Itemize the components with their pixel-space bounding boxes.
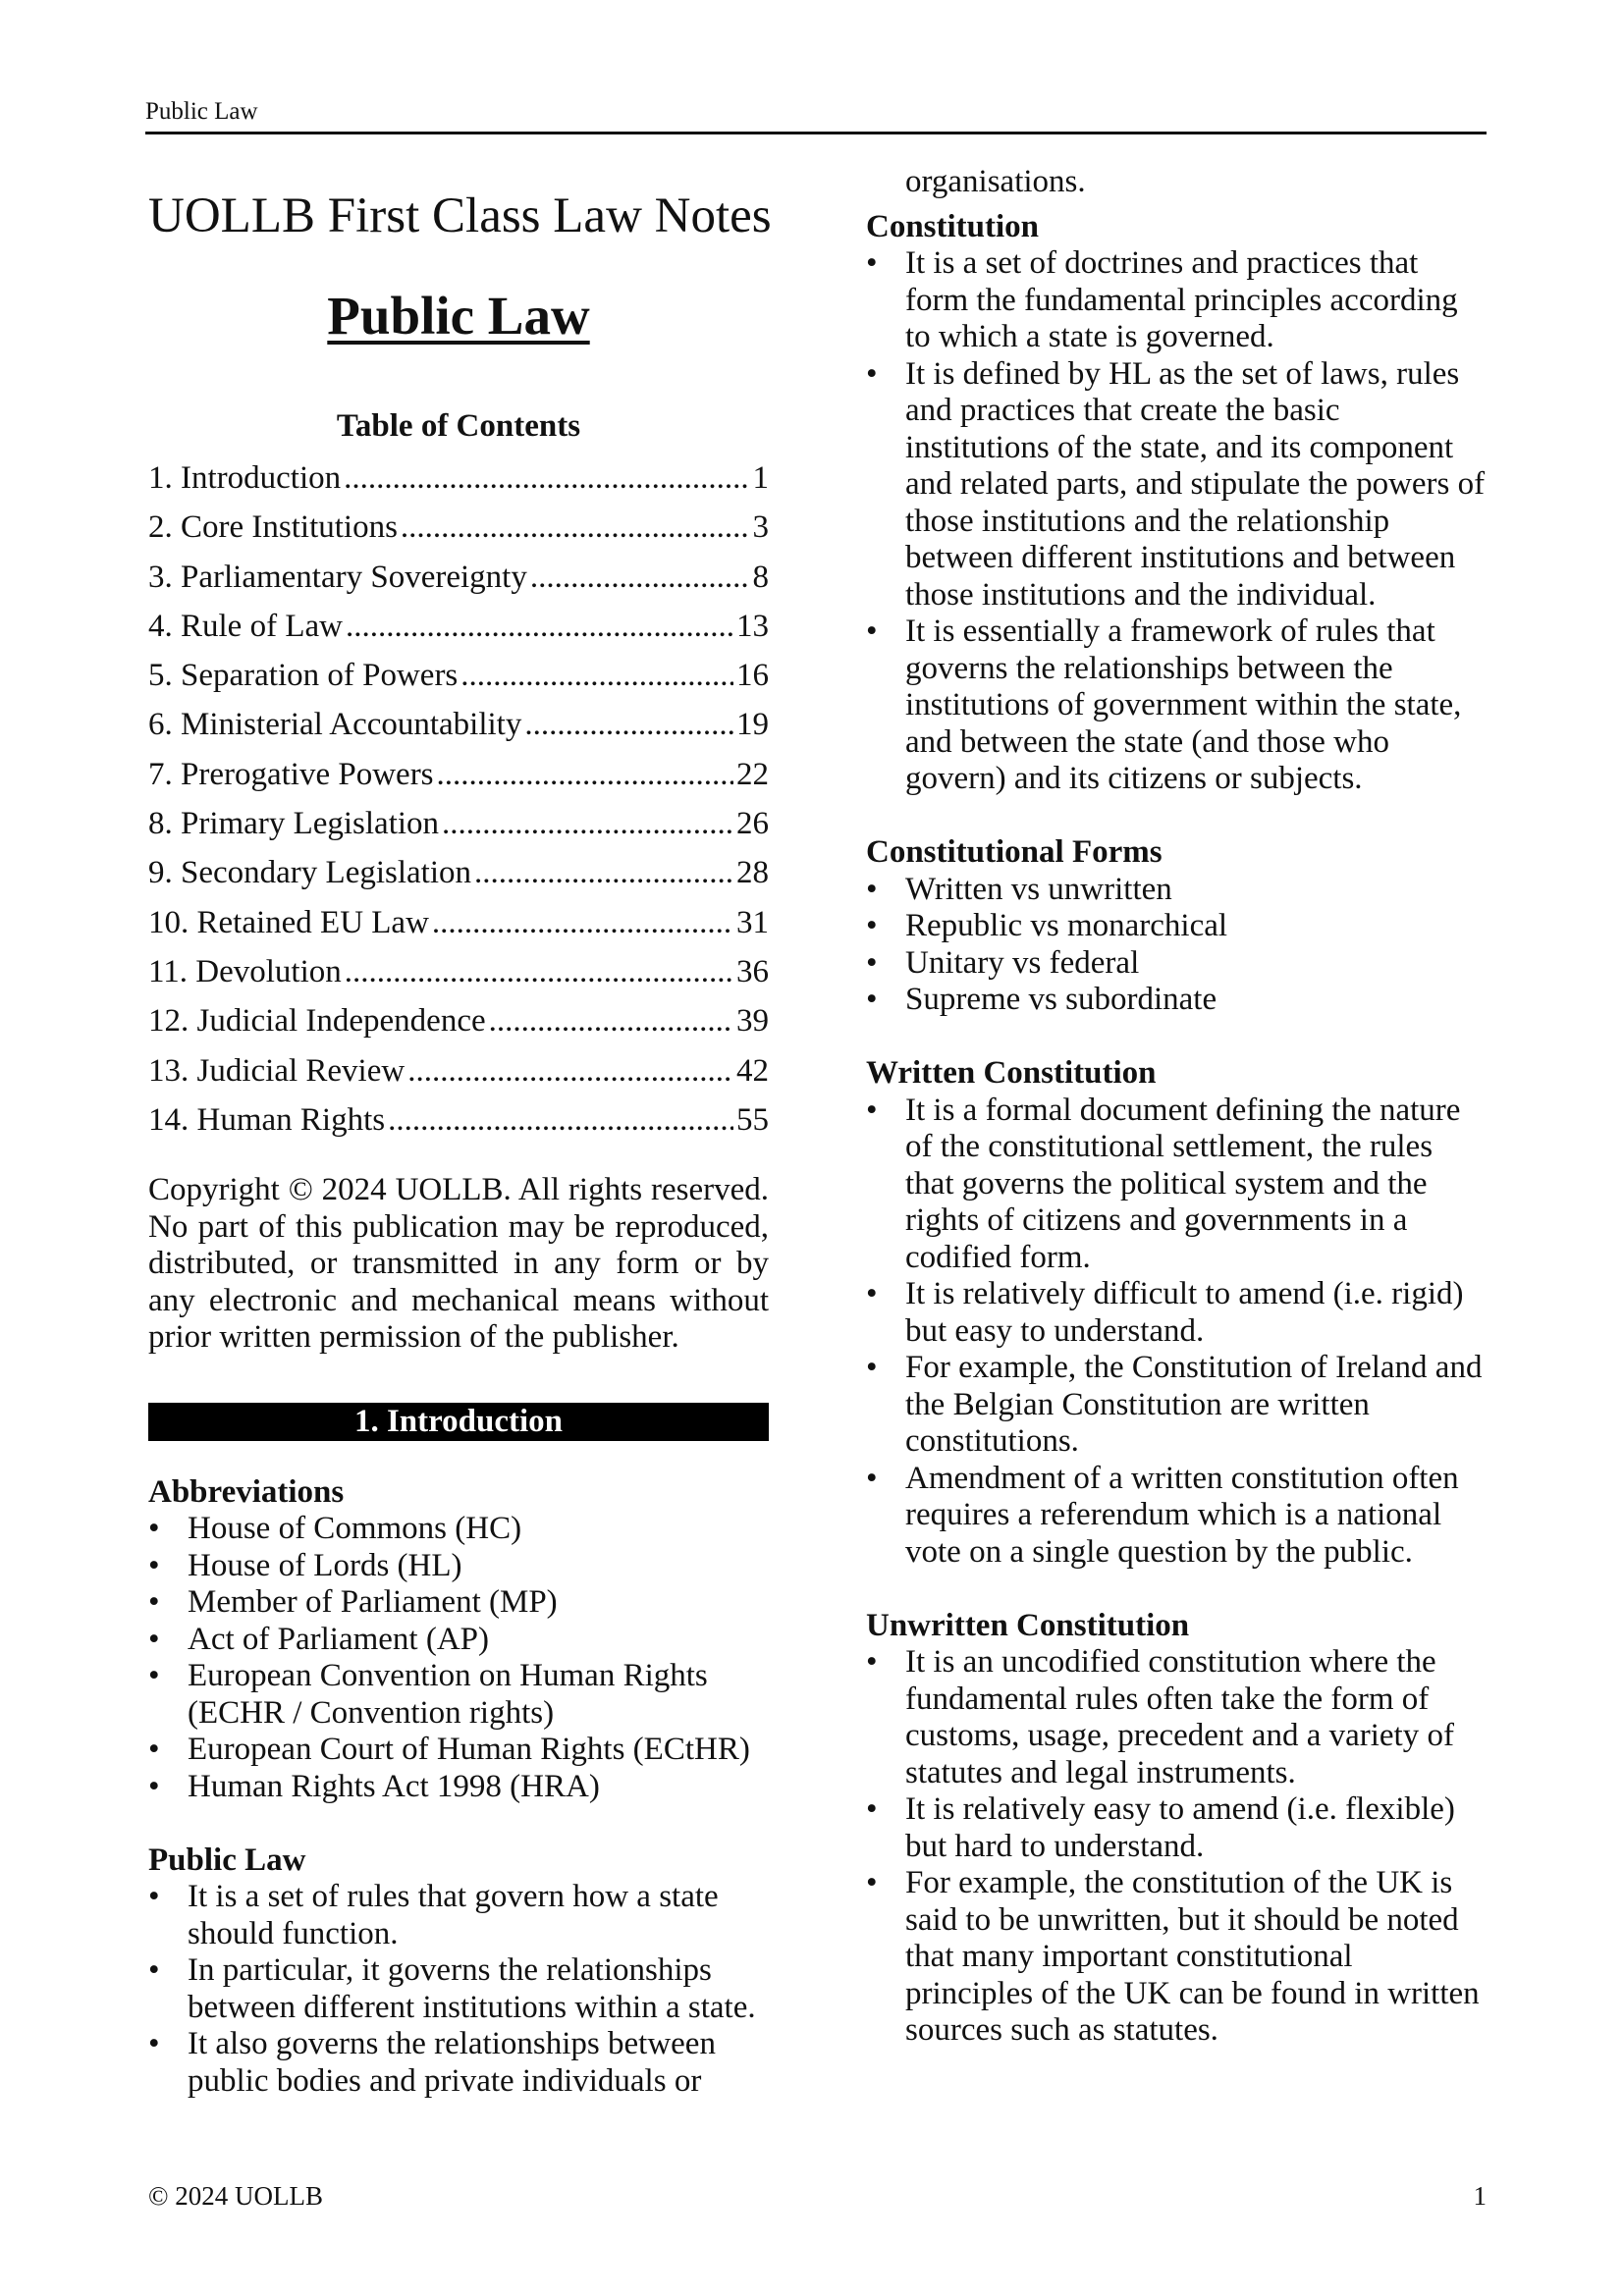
toc-entry[interactable]	[148, 750, 769, 799]
right-column	[866, 164, 1487, 2050]
footer-page-number: 1	[1473, 2181, 1487, 2211]
list-item: • It is relatively difficult to amend (i.e. rigid) but easy to understand.	[866, 1276, 1487, 1350]
list-item: • It is relatively easy to amend (i.e. flexible) but hard to understand.	[866, 1791, 1487, 1865]
toc-entry-label: 4. Rule of Law	[148, 608, 343, 644]
toc-entry-label: 13. Judicial Review	[148, 1052, 406, 1089]
toc-entry[interactable]	[148, 503, 769, 552]
toc-entry-page: 16	[736, 658, 769, 694]
toc-leader-dots	[524, 700, 733, 749]
list-item: • House of Lords (HL)	[148, 1548, 769, 1585]
toc-entry[interactable]	[148, 996, 769, 1045]
toc-entry[interactable]	[148, 898, 769, 947]
list-item: • It is a set of doctrines and practices that form the fundamental principles according to which a state is governed.	[866, 245, 1487, 356]
toc-entry-page: 1	[752, 460, 769, 496]
toc-entry-page: 3	[752, 509, 769, 546]
toc-entry-page: 8	[752, 559, 769, 595]
toc-entry-label: 14. Human Rights	[148, 1101, 386, 1138]
list-item: • Human Rights Act 1998 (HRA)	[148, 1769, 769, 1806]
section-banner: 1. Introduction	[148, 1403, 769, 1441]
abbreviations-heading: Abbreviations	[148, 1473, 345, 1510]
toc-leader-dots	[442, 799, 733, 848]
written-constitution-heading: Written Constitution	[866, 1055, 1157, 1091]
list-item: • It is an uncodified constitution where the fundamental rules often take the form of customs, usage, precedent and a variety of statutes and legal instruments.	[866, 1644, 1487, 1791]
constitution-list	[866, 245, 1487, 798]
toc-entry[interactable]	[148, 1046, 769, 1095]
toc-entry-label: 5. Separation of Powers	[148, 658, 459, 694]
toc-leader-dots	[437, 750, 733, 799]
written-constitution-list	[866, 1093, 1487, 1572]
list-item: • Written vs unwritten	[866, 872, 1487, 909]
toc-entry-label: 9. Secondary Legislation	[148, 855, 472, 891]
toc-entry-page: 13	[736, 608, 769, 644]
table-of-contents	[148, 454, 769, 1145]
toc-entry-label: 6. Ministerial Accountability	[148, 707, 522, 743]
list-item: • It also governs the relationships between public bodies and private individuals or	[148, 2026, 769, 2100]
list-item: • It is a formal document defining the nature of the constitutional settlement, the rules that governs the political system and the rights of citizens and governments in a codified form.	[866, 1093, 1487, 1277]
running-header: Public Law	[145, 98, 258, 125]
toc-entry[interactable]	[148, 700, 769, 749]
list-item: • House of Commons (HC)	[148, 1511, 769, 1548]
toc-entry-page: 39	[736, 1003, 769, 1040]
toc-entry-label: 2. Core Institutions	[148, 509, 398, 546]
constitution-heading: Constitution	[866, 208, 1040, 244]
list-item: • It is defined by HL as the set of laws, rules and practices that create the basic institutions of the state, and its component and related parts, and stipulate the powers of those institutions and the relationship between different institutions and between those institutions and the individual.	[866, 356, 1487, 614]
toc-leader-dots	[407, 1046, 733, 1095]
subject-title: Public Law	[327, 286, 590, 346]
list-item: • European Convention on Human Rights (ECHR / Convention rights)	[148, 1658, 769, 1732]
continued-text: organisations.	[905, 164, 1086, 199]
toc-entry[interactable]	[148, 651, 769, 700]
toc-leader-dots	[489, 996, 733, 1045]
toc-entry[interactable]	[148, 1095, 769, 1145]
toc-entry[interactable]	[148, 848, 769, 897]
toc-leader-dots	[344, 454, 749, 503]
toc-entry[interactable]	[148, 553, 769, 602]
toc-leader-dots	[345, 947, 733, 996]
list-item: • It is essentially a framework of rules that governs the relationships between the institutions of government within the state, and between the state (and those who govern) and its citizens or subjects.	[866, 614, 1487, 798]
public-law-heading: Public Law	[148, 1842, 306, 1878]
toc-leader-dots	[432, 898, 733, 947]
public-law-list	[148, 1879, 769, 2100]
constitutional-forms-heading: Constitutional Forms	[866, 834, 1163, 870]
unwritten-constitution-list	[866, 1644, 1487, 2050]
list-item: • Member of Parliament (MP)	[148, 1584, 769, 1622]
toc-entry-label: 8. Primary Legislation	[148, 806, 440, 842]
toc-entry-page: 36	[736, 953, 769, 989]
list-item: • Supreme vs subordinate	[866, 982, 1487, 1019]
list-item: • In particular, it governs the relationships between different institutions within a state.	[148, 1952, 769, 2026]
toc-entry-page: 19	[736, 707, 769, 743]
toc-entry[interactable]	[148, 602, 769, 651]
toc-heading: Table of Contents	[336, 408, 581, 444]
toc-leader-dots	[460, 651, 733, 700]
toc-entry-page: 22	[736, 756, 769, 792]
toc-leader-dots	[388, 1095, 733, 1145]
toc-entry-label: 1. Introduction	[148, 460, 342, 496]
list-item: • Amendment of a written constitution often requires a referendum which is a national vote on a single question by the public.	[866, 1461, 1487, 1572]
toc-entry-page: 26	[736, 806, 769, 842]
toc-entry-label: 11. Devolution	[148, 953, 342, 989]
toc-entry[interactable]	[148, 947, 769, 996]
copyright-notice: Copyright © 2024 UOLLB. All rights reserved. No part of this publication may be reproduced, distributed, or transmitted in any form or by any electronic and mechanical means without prior written permission of the publisher.	[148, 1172, 769, 1356]
toc-entry[interactable]	[148, 799, 769, 848]
abbreviations-list	[148, 1511, 769, 1805]
toc-entry[interactable]	[148, 454, 769, 503]
unwritten-constitution-heading: Unwritten Constitution	[866, 1607, 1190, 1643]
list-item: • Act of Parliament (AP)	[148, 1622, 769, 1659]
document-title: UOLLB First Class Law Notes	[148, 188, 772, 243]
toc-leader-dots	[474, 848, 733, 897]
toc-entry-page: 55	[736, 1101, 769, 1138]
list-item: • Unitary vs federal	[866, 945, 1487, 983]
header-rule	[145, 132, 1487, 134]
toc-entry-page: 42	[736, 1052, 769, 1089]
toc-entry-page: 28	[736, 855, 769, 891]
toc-entry-label: 12. Judicial Independence	[148, 1003, 486, 1040]
toc-entry-label: 7. Prerogative Powers	[148, 756, 434, 792]
toc-entry-label: 3. Parliamentary Sovereignty	[148, 559, 527, 595]
list-item: • For example, the Constitution of Ireland and the Belgian Constitution are written constitutions.	[866, 1350, 1487, 1461]
list-item: • Republic vs monarchical	[866, 908, 1487, 945]
toc-entry-page: 31	[736, 904, 769, 940]
constitutional-forms-list	[866, 872, 1487, 1019]
toc-entry-label: 10. Retained EU Law	[148, 904, 429, 940]
left-column	[148, 187, 772, 2100]
toc-leader-dots	[401, 503, 750, 552]
toc-leader-dots	[530, 553, 750, 602]
list-item: • It is a set of rules that govern how a state should function.	[148, 1879, 769, 1952]
toc-leader-dots	[346, 602, 733, 651]
list-item: • European Court of Human Rights (ECtHR)	[148, 1732, 769, 1769]
footer-copyright: © 2024 UOLLB	[148, 2181, 324, 2211]
list-item: • For example, the constitution of the UK is said to be unwritten, but it should be noted that many important constitutional principles of the UK can be found in written sources such as statutes.	[866, 1865, 1487, 2050]
